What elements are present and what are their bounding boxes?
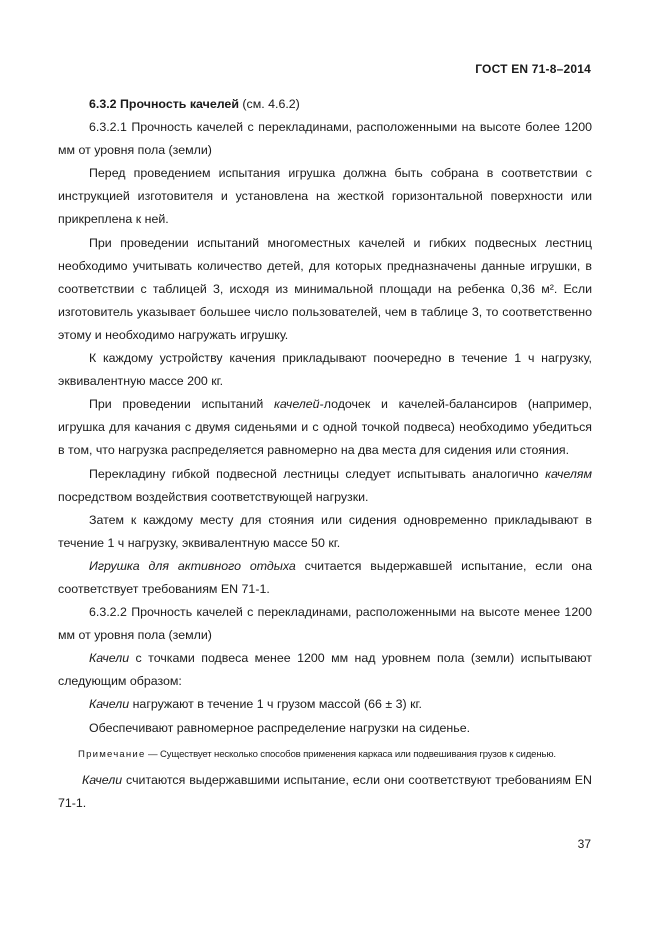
section-reference: (см. 4.6.2)	[242, 97, 300, 111]
note-label: Примечание	[78, 748, 146, 760]
section-heading	[58, 93, 592, 116]
paragraph-boat-swings: При проведении испытаний качелей-лодочек и качелей-балансиров (например, игрушка для качания с двумя сиденьями и с одной точкой подвеса) необходимо убедиться в том, что нагрузка распределяется равномерно на два места для сидения или стояния.	[58, 397, 592, 458]
emphasis-term: качелям	[545, 466, 592, 481]
paragraph-closing: Качели считаются выдержавшими испытание, если они соответствуют требованиям EN 71-1.	[58, 772, 592, 810]
section-number: 6.3.2	[89, 97, 117, 111]
emphasis-term: Качели	[82, 772, 123, 787]
page-number: 37	[577, 837, 591, 851]
paragraph-multi-seat: При проведении испытаний многоместных качелей и гибких подвесных лестниц необходимо учитывать количество детей, для которых предназначены данные игрушки, в соответствии с таблицей 3, исходя из минимальной площади на ребенка 0,36 м². Если изготовитель указывает большее число пользователей, чем в таблице 3, то соответственно этому и необходимо нагружать игрушку.	[58, 235, 592, 342]
paragraph-6-3-2-2: 6.3.2.2 Прочность качелей с перекладинами, расположенными на высоте менее 1200 мм от уровня пола (земли)	[58, 605, 592, 643]
paragraph-low-swings: Качели с точками подвеса менее 1200 мм над уровнем пола (земли) испытывают следующим образом:	[58, 651, 592, 689]
note-text: — Существует несколько способов применения каркаса или подвешивания грузов к сиденью.	[145, 748, 556, 760]
paragraph-even-load: Обеспечивают равномерное распределение нагрузки на сиденье.	[89, 720, 471, 735]
document-body	[58, 93, 592, 815]
paragraph-assembly: Перед проведением испытания игрушка должна быть собрана в соответствии с инструкцией изготовителя и установлена на жесткой горизонтальной поверхности или прикреплена к ней.	[58, 166, 592, 227]
paragraph-load-50: Затем к каждому месту для стояния или сидения одновременно прикладывают в течение 1 ч нагрузку, эквивалентную массе 50 кг.	[58, 512, 592, 550]
emphasis-term: Игрушка для активного отдыха	[89, 558, 296, 573]
emphasis-term: качелей	[274, 397, 320, 412]
paragraph-active-toy: Игрушка для активного отдыха считается выдержавшей испытание, если она соответствует требованиям EN 71-1.	[58, 558, 592, 596]
paragraph-6-3-2-1: 6.3.2.1 Прочность качелей с перекладинами, расположенными на высоте более 1200 мм от уровня пола (земли)	[58, 120, 592, 158]
paragraph-load-200: К каждому устройству качения прикладывают поочередно в течение 1 ч нагрузку, эквивалентную массе 200 кг.	[58, 351, 592, 389]
emphasis-term: Качели	[89, 697, 130, 712]
paragraph-ladder: Перекладину гибкой подвесной лестницы следует испытывать аналогично качелям посредством воздействия соответствующей нагрузки.	[58, 466, 592, 504]
paragraph-load-66: Качели нагружают в течение 1 ч грузом массой (66 ± 3) кг.	[89, 697, 422, 712]
section-title: Прочность качелей	[120, 97, 239, 111]
note	[58, 743, 592, 766]
document-standard-id: ГОСТ EN 71-8–2014	[475, 62, 591, 76]
emphasis-term: Качели	[89, 651, 130, 666]
